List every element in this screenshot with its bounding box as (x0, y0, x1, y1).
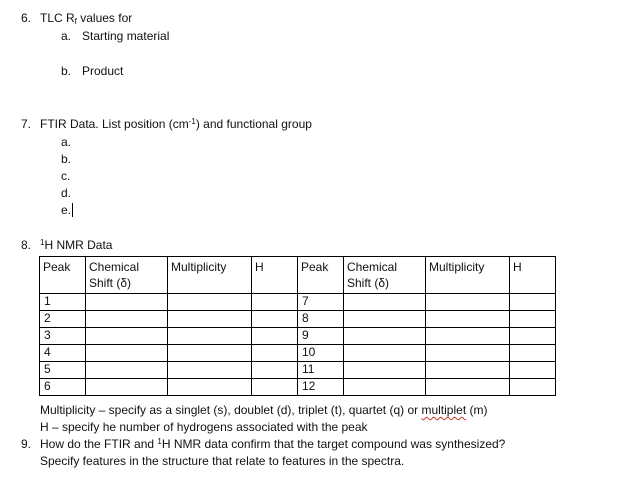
text-cursor (72, 203, 73, 217)
table-row (40, 328, 556, 345)
h-cell[interactable] (510, 311, 556, 328)
header-shift: Shift (δ) (347, 276, 390, 290)
q6-title-post: values for (76, 11, 133, 25)
table-row (40, 379, 556, 396)
peak-number: 6 (40, 379, 86, 396)
peak-number: 5 (40, 362, 86, 379)
q7-title (40, 117, 312, 131)
shift-cell[interactable] (86, 345, 168, 362)
peak-number: 9 (298, 328, 344, 345)
header-chemical: Chemical (89, 260, 140, 274)
multiplicity-cell[interactable] (168, 379, 252, 396)
header-chemical: Chemical (347, 260, 398, 274)
q6-item-text: Product (82, 64, 124, 78)
multiplicity-cell[interactable] (426, 362, 510, 379)
q6-item-letter: b. (61, 64, 72, 78)
h-cell[interactable] (510, 362, 556, 379)
h-cell[interactable] (510, 345, 556, 362)
multiplicity-cell[interactable] (168, 311, 252, 328)
q7-letter: d. (61, 186, 72, 200)
q8-title (40, 238, 112, 252)
table-header-row (40, 257, 556, 294)
multiplicity-cell[interactable] (168, 345, 252, 362)
table-row (40, 311, 556, 328)
header-shift: Shift (δ) (89, 276, 132, 290)
peak-number: 10 (298, 345, 344, 362)
note-text: Multiplicity – specify as a singlet (s), doublet (d), triplet (t), quartet (q) or (40, 403, 422, 417)
q7-letter: b. (61, 152, 72, 166)
shift-cell[interactable] (344, 311, 426, 328)
h-cell[interactable] (252, 328, 298, 345)
header-chemical-shift (344, 257, 426, 294)
peak-number: 8 (298, 311, 344, 328)
header-multiplicity: Multiplicity (168, 257, 252, 294)
peak-number: 4 (40, 345, 86, 362)
shift-cell[interactable] (344, 362, 426, 379)
h-cell[interactable] (252, 362, 298, 379)
q7-number: 7. (21, 117, 32, 131)
multiplicity-note (40, 403, 487, 417)
q6-title-pre: TLC R (40, 11, 75, 25)
shift-cell[interactable] (86, 294, 168, 311)
note-text: (m) (466, 403, 488, 417)
h-cell[interactable] (252, 294, 298, 311)
q7-letter-e[interactable] (61, 203, 73, 217)
peak-number: 12 (298, 379, 344, 396)
q9-line2: Specify features in the structure that relate to features in the spectra. (40, 454, 405, 468)
peak-number: 2 (40, 311, 86, 328)
header-multiplicity: Multiplicity (426, 257, 510, 294)
multiplicity-cell[interactable] (426, 345, 510, 362)
h-cell[interactable] (510, 379, 556, 396)
peak-number: 3 (40, 328, 86, 345)
q7-title-post: ) and functional group (195, 117, 312, 131)
header-h: H (252, 257, 298, 294)
peak-number: 11 (298, 362, 344, 379)
multiplicity-cell[interactable] (426, 328, 510, 345)
q7-letter: e. (61, 203, 72, 217)
shift-cell[interactable] (344, 328, 426, 345)
q7-title-pre: FTIR Data. List position (cm (40, 117, 189, 131)
shift-cell[interactable] (86, 379, 168, 396)
multiplicity-cell[interactable] (168, 294, 252, 311)
header-h: H (510, 257, 556, 294)
q6-number: 6. (21, 11, 32, 25)
multiplicity-cell[interactable] (168, 362, 252, 379)
header-peak: Peak (40, 257, 86, 294)
h-cell[interactable] (510, 328, 556, 345)
q9-line1-post: H NMR data confirm that the target compound was synthesized? (161, 437, 506, 451)
shift-cell[interactable] (344, 345, 426, 362)
q9-line1 (40, 437, 505, 451)
q6-item-letter: a. (61, 29, 72, 43)
shift-cell[interactable] (86, 328, 168, 345)
q6-item-text: Starting material (82, 29, 170, 43)
h-cell[interactable] (252, 311, 298, 328)
shift-cell[interactable] (86, 362, 168, 379)
q8-title-sup: 1 (40, 238, 45, 247)
multiplicity-cell[interactable] (426, 311, 510, 328)
q9-line1-sup: 1 (157, 437, 162, 446)
multiplicity-cell[interactable] (426, 379, 510, 396)
shift-cell[interactable] (344, 379, 426, 396)
q8-title-text: H NMR Data (44, 238, 113, 252)
h-cell[interactable] (252, 379, 298, 396)
q9-number: 9. (21, 437, 32, 451)
header-chemical-shift (86, 257, 168, 294)
header-peak: Peak (298, 257, 344, 294)
table-row (40, 362, 556, 379)
q6-title (40, 11, 132, 25)
h-cell[interactable] (510, 294, 556, 311)
q7-letter: c. (61, 169, 71, 183)
spellcheck-word: multiplet (421, 403, 467, 417)
peak-number: 1 (40, 294, 86, 311)
peak-number: 7 (298, 294, 344, 311)
multiplicity-cell[interactable] (426, 294, 510, 311)
q8-number: 8. (21, 238, 32, 252)
q9-line1-pre: How do the FTIR and (40, 437, 158, 451)
q6-title-sub: f (74, 17, 77, 26)
multiplicity-cell[interactable] (168, 328, 252, 345)
table-row (40, 345, 556, 362)
h-cell[interactable] (252, 345, 298, 362)
shift-cell[interactable] (344, 294, 426, 311)
shift-cell[interactable] (86, 311, 168, 328)
nmr-table (39, 256, 556, 396)
q7-title-sup: -1 (188, 117, 196, 126)
table-row (40, 294, 556, 311)
h-note: H – specify he number of hydrogens associated with the peak (40, 420, 368, 434)
q7-letter: a. (61, 135, 72, 149)
